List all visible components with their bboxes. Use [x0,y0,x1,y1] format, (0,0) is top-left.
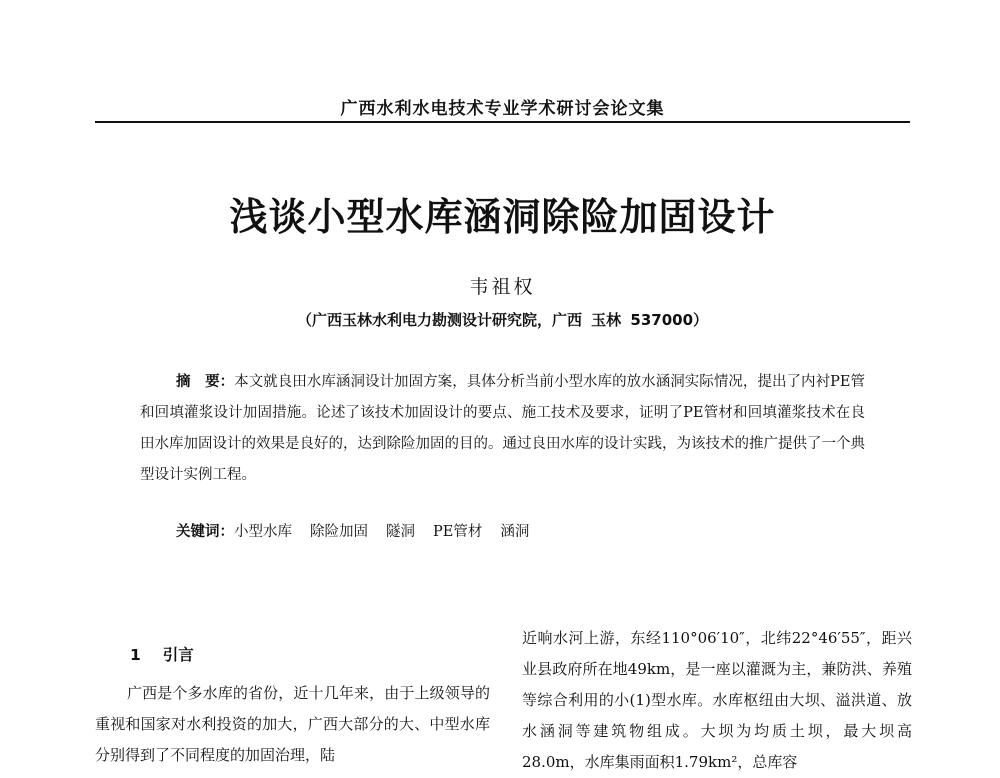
body-paragraph-right: 近响水河上游，东经110°06′10″，北纬22°46′55″，距兴业县政府所在地49km，是一座以灌溉为主，兼防洪、养殖等综合利用的小(1)型水库。水库枢纽由大坝、溢洪道、放水涵洞等建筑物组成。大坝为均质土坝，最大坝高28.0m，水库集雨面积1.79km²，总库容 [522,629,912,771]
right-column [522,623,912,778]
keyword-item: 涵洞 [500,524,530,540]
keyword-item: 隧洞 [386,524,415,540]
keywords [176,520,876,541]
abstract [140,367,865,491]
keyword-item: PE管材 [433,524,483,540]
header-rule [95,121,910,123]
section-title: 引言 [162,646,194,664]
keyword-item: 除险加固 [310,524,368,540]
section-number: 1 [130,646,141,664]
author-name: 韦祖权 [469,276,536,298]
body-paragraph-left: 广西是个多水库的省份，近十几年来，由于上级领导的重视和国家对水利投资的加大，广西大部分的大、中型水库分别得到了不同程度的加固治理，陆 [95,684,490,764]
abstract-label: 摘 要： [176,374,235,390]
section-heading [130,640,490,678]
running-header: 广西水利水电技术专业学术研讨会论文集 [340,99,665,119]
author-affiliation: （广西玉林水利电力勘测设计研究院，广西 玉林 537000） [296,311,709,329]
keyword-item: 小型水库 [234,524,292,540]
abstract-text: 本文就良田水库涵洞设计加固方案，具体分析当前小型水库的放水涵洞实际情况，提出了内衬PE管和回填灌浆设计加固措施。论述了该技术加固设计的要点、施工技术及要求，证明了PE管材和回填灌浆技术在良田水库加固设计的效果是良好的，达到除险加固的目的。通过良田水库的设计实践，为该技术的推广提供了一个典型设计实例工程。 [140,374,866,483]
keywords-label: 关键词： [176,524,234,540]
article-title: 浅谈小型水库涵洞除险加固设计 [229,194,776,239]
left-column [95,640,490,771]
